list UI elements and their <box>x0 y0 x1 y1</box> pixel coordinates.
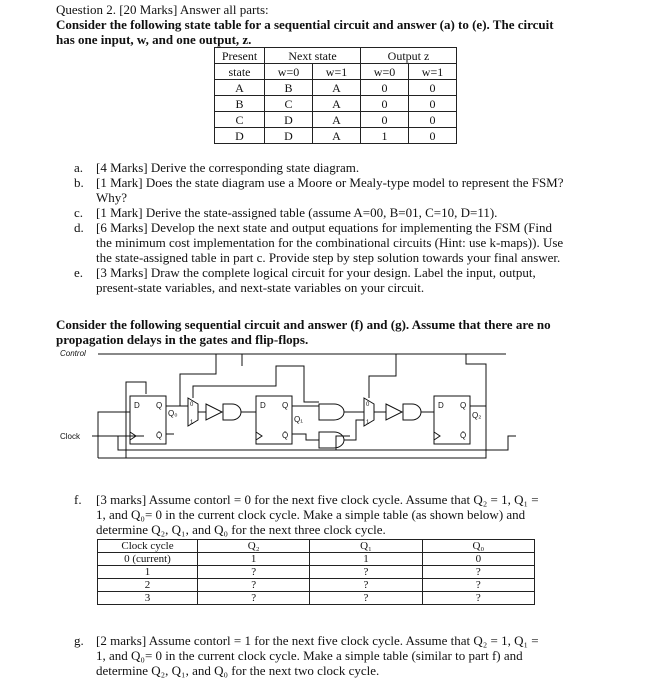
header-q1: Q₁ <box>310 540 422 553</box>
part-text-line: the minimum cost implementation for the combinational circuits (Hint: use k-maps)). Use <box>96 235 564 250</box>
table-row <box>98 592 535 605</box>
present-cell: A <box>215 80 265 96</box>
ff1-d: D <box>260 401 266 410</box>
q0-cell: ? <box>422 592 534 605</box>
part-text-line: [6 Marks] Develop the next state and output equations for implementing the FSM (Find <box>96 220 553 235</box>
ff2-qbar: Q̄ <box>460 431 467 440</box>
part-text-line: [1 Mark] Does the state diagram use a Moore or Mealy-type model to represent the FSM? <box>96 175 564 190</box>
out-w0-cell: 1 <box>361 128 409 144</box>
present-cell: D <box>215 128 265 144</box>
ff1-q1: Q₁ <box>294 415 303 424</box>
part-text-line: Why? <box>96 190 128 205</box>
part-g-line-1: [2 marks] Assume contorl = 1 for the next five clock cycle. Assume that Q₂ = 1, Q₁ = <box>96 633 539 648</box>
header-output: Output z <box>361 48 457 64</box>
table-row <box>215 96 457 112</box>
table-row <box>98 553 535 566</box>
ff0-d: D <box>134 401 140 410</box>
next-w1-cell: A <box>313 112 361 128</box>
out-w1-cell: 0 <box>409 96 457 112</box>
ff2-d: D <box>438 401 444 410</box>
and-gate-upper <box>319 404 344 420</box>
ff1-qbar: Q̄ <box>282 431 289 440</box>
buffer-gate <box>206 404 222 420</box>
part-d <box>56 220 636 265</box>
ff1-q: Q <box>282 401 289 410</box>
mux0-in0: 0 <box>190 402 194 408</box>
section2-line-1: Consider the following sequential circuit and answer (f) and (g). Assume that there are no <box>56 317 551 332</box>
q2-cell: ? <box>198 566 310 579</box>
part-text-line: the state-assigned table in part c. Provide step by step solution towards your final answer. <box>96 250 561 265</box>
q1-cell: ? <box>310 592 422 605</box>
table-row <box>215 80 457 96</box>
table-row <box>98 579 535 592</box>
question-title: Question 2. [20 Marks] Answer all parts: <box>56 2 269 17</box>
header-present: Present <box>215 48 265 64</box>
next-w0-cell: D <box>265 128 313 144</box>
cycle-cell: 0 (current) <box>98 553 198 566</box>
part-f-line-3: determine Q₂, Q₁, and Q₀ for the next three clock cycle. <box>96 522 386 537</box>
header-state: state <box>215 64 265 80</box>
part-f-line-1: [3 marks] Assume contorl = 0 for the next five clock cycle. Assume that Q₂ = 1, Q₁ = <box>96 492 539 507</box>
header-clock-cycle: Clock cycle <box>98 540 198 553</box>
present-cell: B <box>215 96 265 112</box>
q2-cell: ? <box>198 592 310 605</box>
q1-cell: 1 <box>310 553 422 566</box>
header-out-w1: w=1 <box>409 64 457 80</box>
sequential-circuit-diagram <box>56 346 616 466</box>
header-q0: Q₀ <box>422 540 534 553</box>
part-g-label: g. <box>74 633 84 648</box>
next-w0-cell: C <box>265 96 313 112</box>
ff0-qbar: Q̄ <box>156 431 163 440</box>
part-f-line-2: 1, and Q₀= 0 in the current clock cycle. Make a simple table (as shown below) and <box>96 507 526 522</box>
part-b <box>56 175 636 205</box>
header-next-w0: w=0 <box>265 64 313 80</box>
ff2-q2: Q₂ <box>472 411 482 420</box>
mux1-in0: 0 <box>366 402 370 408</box>
and-gate-lower <box>319 432 344 448</box>
cycle-cell: 3 <box>98 592 198 605</box>
part-text-line: [3 Marks] Draw the complete logical circuit for your design. Label the input, output, <box>96 265 536 280</box>
next-w0-cell: B <box>265 80 313 96</box>
clock-cycle-table <box>97 539 535 605</box>
parts-a-to-e <box>56 160 636 295</box>
mux0-in1: 1 <box>190 420 194 426</box>
table-row <box>215 112 457 128</box>
next-w1-cell: A <box>313 80 361 96</box>
ff0-q: Q <box>156 401 163 410</box>
q0-cell: ? <box>422 579 534 592</box>
part-label: a. <box>74 160 84 175</box>
and-gate-2 <box>403 404 421 420</box>
ff2-q: Q <box>460 401 467 410</box>
out-w1-cell: 0 <box>409 80 457 96</box>
table-row <box>215 128 457 144</box>
header-next-state: Next state <box>265 48 361 64</box>
out-w1-cell: 0 <box>409 112 457 128</box>
part-e <box>56 265 636 295</box>
q2-cell: ? <box>198 579 310 592</box>
intro-line-2: has one input, w, and one output, z. <box>56 32 252 47</box>
part-a <box>56 160 636 175</box>
q0-cell: ? <box>422 566 534 579</box>
state-table <box>214 47 457 144</box>
section2-line-2: propagation delays in the gates and flip-flops. <box>56 332 309 347</box>
part-text-line: [1 Mark] Derive the state-assigned table (assume A=00, B=01, C=10, D=11). <box>96 205 498 220</box>
part-label: c. <box>74 205 84 220</box>
q1-cell: ? <box>310 579 422 592</box>
table-row <box>98 566 535 579</box>
clock-label: Clock <box>60 432 81 441</box>
header-out-w0: w=0 <box>361 64 409 80</box>
next-w1-cell: A <box>313 128 361 144</box>
out-w0-cell: 0 <box>361 112 409 128</box>
present-cell: C <box>215 112 265 128</box>
buffer-gate-2 <box>386 404 402 420</box>
part-g-line-3: determine Q₂, Q₁, and Q₀ for the next two clock cycle. <box>96 663 380 678</box>
header-q2: Q₂ <box>198 540 310 553</box>
q1-cell: ? <box>310 566 422 579</box>
cycle-cell: 2 <box>98 579 198 592</box>
ff0-q0: Q₀ <box>168 409 178 418</box>
part-f-label: f. <box>74 492 82 507</box>
out-w0-cell: 0 <box>361 80 409 96</box>
out-w0-cell: 0 <box>361 96 409 112</box>
header-next-w1: w=1 <box>313 64 361 80</box>
part-text-line: present-state variables, and next-state variables on your circuit. <box>96 280 425 295</box>
intro-line-1: Consider the following state table for a sequential circuit and answer (a) to (e). The circuit <box>56 17 554 32</box>
part-g-line-2: 1, and Q₀= 0 in the current clock cycle. Make a simple table (similar to part f) and <box>96 648 523 663</box>
part-label: d. <box>74 220 84 235</box>
mux1-in1: 1 <box>366 420 370 426</box>
q2-cell: 1 <box>198 553 310 566</box>
part-text-line: [4 Marks] Derive the corresponding state diagram. <box>96 160 360 175</box>
out-w1-cell: 0 <box>409 128 457 144</box>
part-c <box>56 205 636 220</box>
part-label: e. <box>74 265 84 280</box>
control-label: Control <box>60 349 86 358</box>
next-w0-cell: D <box>265 112 313 128</box>
and-gate <box>223 404 241 420</box>
q0-cell: 0 <box>422 553 534 566</box>
next-w1-cell: A <box>313 96 361 112</box>
part-label: b. <box>74 175 84 190</box>
cycle-cell: 1 <box>98 566 198 579</box>
